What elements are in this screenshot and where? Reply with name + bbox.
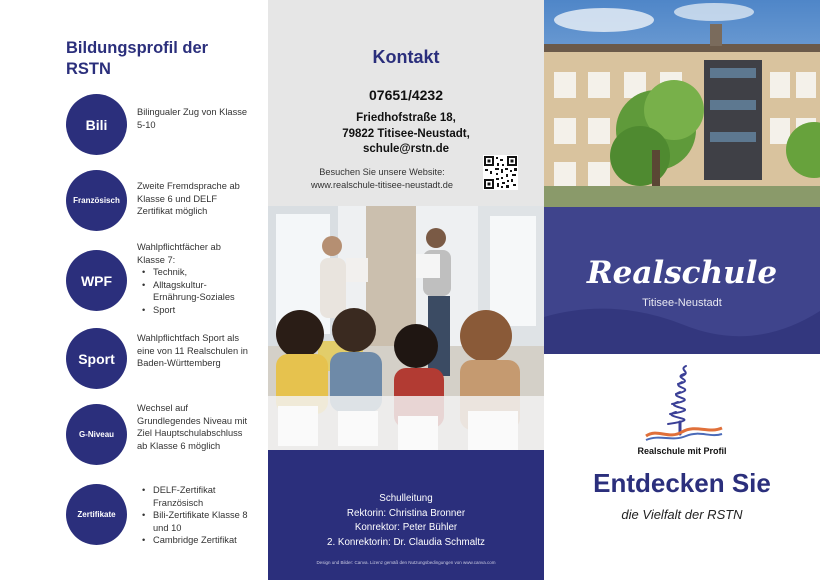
- feature-text: Bilingualer Zug von Klasse 5-10: [137, 107, 248, 130]
- cover-panel: [544, 0, 820, 580]
- feature-g-niveau: [66, 404, 266, 466]
- feature-bullets: [137, 484, 249, 547]
- profile-panel: [0, 0, 268, 580]
- contact-box: [268, 0, 544, 206]
- cover-headline: Entdecken Sie: [593, 468, 771, 498]
- feature-bili: [66, 94, 266, 156]
- address-city: 79822 Titisee-Neustadt,: [342, 127, 470, 140]
- contact-heading: Kontakt: [372, 47, 440, 67]
- qr-code-icon[interactable]: [483, 155, 518, 190]
- badge-bili: Bili: [66, 94, 127, 155]
- email-link[interactable]: schule@rstn.de: [363, 143, 449, 155]
- bullet-item: • Alltagskultur-Ernährung-Soziales: [137, 279, 249, 304]
- feature-text: [137, 484, 249, 547]
- bullet-item: • Cambridge Zertifikat: [137, 534, 249, 547]
- school-building-photo: [544, 0, 820, 207]
- leadership-rektor: Rektorin: Christina Bronner: [346, 507, 466, 519]
- feature-text: Wechsel auf Grundlegendes Niveau mit Ziel Hauptschulabschluss ab Klasse 6 möglich: [137, 403, 248, 451]
- website-link[interactable]: www.realschule-titisee-neustadt.de: [311, 179, 453, 190]
- school-location: Titisee-Neustadt: [642, 297, 722, 309]
- badge-g-niveau: [66, 404, 127, 465]
- logo-caption: Realschule mit Profil: [637, 446, 727, 456]
- bullet-item: • Technik,: [137, 266, 249, 279]
- address: [268, 111, 544, 158]
- classroom-photo: [268, 206, 544, 450]
- leadership-konrektor2: 2. Konrektorin: Dr. Claudia Schmaltz: [327, 536, 485, 548]
- feature-zertifikate: [66, 484, 266, 546]
- school-name: Realschule: [586, 255, 778, 291]
- website-label: Besuchen Sie unsere Website:: [319, 167, 445, 177]
- leadership-box: [268, 450, 544, 580]
- feature-intro: Wahlpflichtfächer ab Klasse 7:: [137, 242, 221, 265]
- leadership-list: [268, 492, 544, 550]
- school-name-band: [544, 207, 820, 354]
- bullet-item: • Sport: [137, 304, 249, 317]
- feature-wpf: [66, 242, 266, 315]
- contact-panel: [268, 0, 544, 580]
- leadership-heading: Schulleitung: [379, 493, 433, 504]
- phone-number[interactable]: 07651/4232: [369, 87, 443, 103]
- profile-title: Bildungsprofil der RSTN: [66, 39, 209, 78]
- bullet-item: • DELF-Zertifikat Französisch: [137, 484, 249, 509]
- feature-text: Wahlpflichtfach Sport als eine von 11 Realschulen in Baden-Württemberg: [137, 333, 248, 368]
- badge-franzoesisch: Französisch: [66, 170, 127, 231]
- badge-sport: Sport: [66, 328, 127, 389]
- address-street: Friedhofstraße 18,: [356, 112, 456, 124]
- badge-label: G-Niveau: [78, 429, 115, 439]
- website-block: [292, 166, 472, 191]
- feature-bullets: [137, 266, 249, 316]
- leadership-konrektor: Konrektor: Peter Bühler: [354, 522, 458, 533]
- badge-wpf: WPF: [66, 250, 127, 311]
- badge-zertifikate: Zertifikate: [66, 484, 127, 545]
- feature-text: Zweite Fremdsprache ab Klasse 6 und DELF Zertifikat möglich: [137, 181, 240, 216]
- image-credit: Design und Bilder: Canva. Lizenz gemäß den Nutzungsbedingungen von www.canva.com: [316, 560, 496, 565]
- cover-subheadline: die Vielfalt der RSTN: [621, 507, 743, 522]
- tree-logo-icon: [638, 362, 728, 444]
- feature-text: [137, 241, 249, 316]
- feature-franzoesisch: [66, 170, 266, 232]
- bullet-item: • Bili-Zertifikate Klasse 8 und 10: [137, 509, 249, 534]
- feature-sport: [66, 328, 266, 390]
